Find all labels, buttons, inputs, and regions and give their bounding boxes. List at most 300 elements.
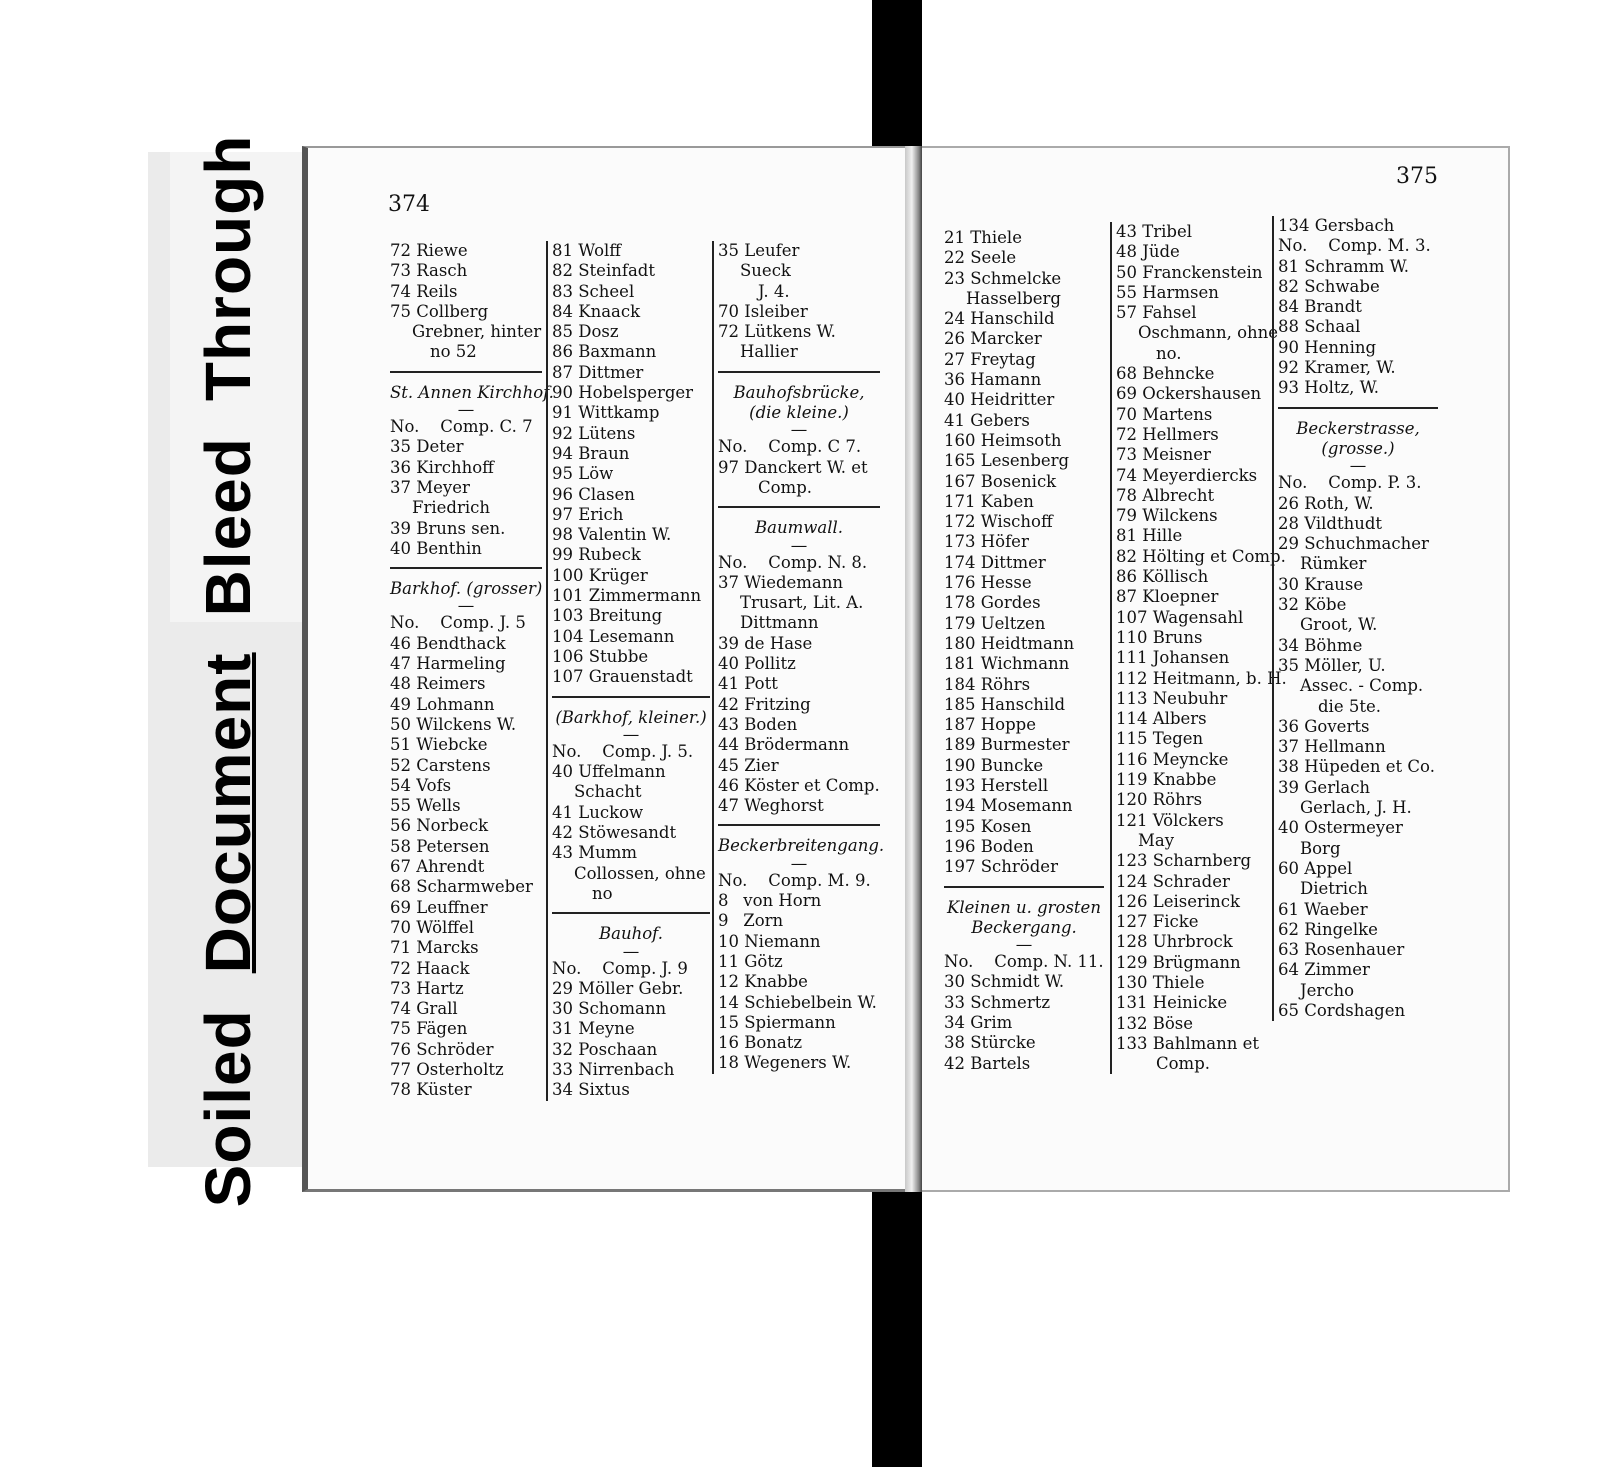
resident-name: Marcks xyxy=(411,938,479,958)
directory-entry xyxy=(390,654,542,674)
heading-dash: — xyxy=(622,724,640,744)
house-number: 69 xyxy=(390,897,411,917)
directory-entry xyxy=(1278,960,1438,980)
directory-entry xyxy=(1116,425,1274,445)
directory-entry xyxy=(718,932,880,952)
directory-entry xyxy=(390,674,542,694)
house-number: 82 xyxy=(1116,546,1137,566)
directory-entry xyxy=(944,370,1104,390)
house-number: 58 xyxy=(390,836,411,856)
street-heading: Bauhof. xyxy=(599,924,663,944)
house-number: 50 xyxy=(1116,262,1137,282)
house-number: 56 xyxy=(390,816,411,836)
heading-dash: — xyxy=(457,596,475,616)
house-number: 86 xyxy=(552,342,573,362)
directory-entry xyxy=(1278,378,1438,398)
resident-name: Lohmann xyxy=(411,694,495,714)
directory-entry xyxy=(390,261,542,281)
resident-name: Heitmann, b. H. xyxy=(1147,668,1287,688)
house-number: 9 xyxy=(718,911,729,931)
resident-name: Brandt xyxy=(1299,297,1362,317)
overlay-word-1: Soiled xyxy=(192,1009,264,1208)
section-rule xyxy=(944,886,1104,888)
house-number: 179 xyxy=(944,613,976,633)
directory-entry xyxy=(1116,729,1274,749)
house-number: 68 xyxy=(390,877,411,897)
house-number: 42 xyxy=(718,694,739,714)
entry-continuation: Comp. xyxy=(758,477,813,497)
directory-entry xyxy=(1278,717,1438,737)
resident-name: Lesemann xyxy=(583,626,675,646)
directory-entry xyxy=(390,282,542,302)
directory-entry xyxy=(552,647,710,667)
house-number: 113 xyxy=(1116,688,1148,708)
resident-name: Ahrendt xyxy=(411,857,485,877)
directory-entry xyxy=(1116,648,1274,668)
directory-entry xyxy=(1116,953,1274,973)
resident-name: Gebers xyxy=(965,410,1030,430)
company-line: No. Comp. J. 5 xyxy=(390,613,526,633)
directory-entry xyxy=(944,553,1104,573)
resident-name: Kaben xyxy=(975,491,1034,511)
directory-entry xyxy=(718,756,880,776)
entry-continuation: no. xyxy=(1156,343,1182,363)
resident-name: Vofs xyxy=(411,775,452,795)
resident-name: Stürcke xyxy=(965,1033,1036,1053)
directory-entry xyxy=(944,654,1104,674)
directory-entry xyxy=(552,505,710,525)
directory-entry xyxy=(552,586,710,606)
house-number: 47 xyxy=(718,796,739,816)
directory-entry xyxy=(944,857,1104,877)
house-number: 35 xyxy=(390,437,411,457)
company-line: No. Comp. N. 11. xyxy=(944,952,1104,972)
house-number: 32 xyxy=(1278,595,1299,615)
directory-entry xyxy=(1116,567,1274,587)
resident-name: Grim xyxy=(965,1012,1013,1032)
house-number: 129 xyxy=(1116,952,1148,972)
entry-continuation: no 52 xyxy=(430,342,477,362)
directory-entry xyxy=(552,363,710,383)
directory-entry xyxy=(1278,297,1438,317)
resident-name: Wagensahl xyxy=(1147,607,1244,627)
directory-entry xyxy=(390,1040,542,1060)
resident-name: Wilckens xyxy=(1137,506,1218,526)
resident-name: Tegen xyxy=(1147,729,1204,749)
directory-entry xyxy=(1116,750,1274,770)
resident-name: Schmidt W. xyxy=(965,972,1065,992)
entry-continuation: Groot, W. xyxy=(1300,615,1378,635)
resident-name: Hanschild xyxy=(965,309,1055,329)
directory-entry xyxy=(390,302,542,322)
resident-name: Lesenberg xyxy=(975,451,1070,471)
directory-entry xyxy=(390,1080,542,1100)
resident-name: Henning xyxy=(1299,337,1377,357)
house-number: 28 xyxy=(1278,513,1299,533)
resident-name: Hamann xyxy=(965,370,1042,390)
resident-name: Weghorst xyxy=(739,796,824,816)
house-number: 160 xyxy=(944,430,976,450)
directory-entry xyxy=(390,735,542,755)
house-number: 22 xyxy=(944,248,965,268)
resident-name: Kosen xyxy=(975,816,1032,836)
resident-name: Burmester xyxy=(975,735,1070,755)
house-number: 21 xyxy=(944,228,965,247)
resident-name: Leiserinck xyxy=(1147,891,1241,911)
directory-entry xyxy=(1116,872,1274,892)
overlay-label xyxy=(191,99,265,1208)
directory-entry xyxy=(552,979,710,999)
house-number: 14 xyxy=(718,992,739,1012)
house-number: 93 xyxy=(1278,378,1299,398)
resident-name: Knaack xyxy=(573,301,641,321)
house-number: 97 xyxy=(718,457,739,477)
directory-entry xyxy=(552,485,710,505)
house-number: 82 xyxy=(1278,276,1299,296)
directory-entry xyxy=(552,667,710,687)
house-number: 39 xyxy=(390,518,411,538)
directory-entry xyxy=(944,329,1104,349)
house-number: 43 xyxy=(552,843,573,863)
directory-entry xyxy=(718,634,880,654)
directory-entry xyxy=(944,390,1104,410)
house-number: 120 xyxy=(1116,790,1148,810)
directory-entry xyxy=(718,715,880,735)
left-column-3 xyxy=(712,241,885,1074)
house-number: 63 xyxy=(1278,940,1299,960)
resident-name: Möller, U. xyxy=(1299,655,1386,675)
heading-dash: — xyxy=(622,941,640,961)
house-number: 81 xyxy=(1116,526,1137,546)
resident-name: Schrader xyxy=(1147,871,1230,891)
directory-entry xyxy=(552,627,710,647)
resident-name: Gersbach xyxy=(1309,216,1395,235)
resident-name: Hölting et Comp. xyxy=(1137,546,1286,566)
resident-name: Kirchhoff xyxy=(411,457,494,477)
resident-name: Köster et Comp. xyxy=(739,775,880,795)
resident-name: Thiele xyxy=(1147,972,1205,992)
resident-name: Ueltzen xyxy=(975,613,1046,633)
house-number: 195 xyxy=(944,816,976,836)
heading-dash: — xyxy=(790,535,808,555)
house-number: 84 xyxy=(1278,297,1299,317)
house-number: 69 xyxy=(1116,384,1137,404)
resident-name: Haack xyxy=(411,958,470,978)
directory-entry xyxy=(390,776,542,796)
resident-name: Wischoff xyxy=(975,512,1053,532)
house-number: 92 xyxy=(1278,358,1299,378)
entry-continuation: Oschmann, ohne xyxy=(1138,323,1279,343)
resident-name: Vildthudt xyxy=(1299,513,1383,533)
house-number: 130 xyxy=(1116,972,1148,992)
resident-name: Uhrbrock xyxy=(1147,932,1233,952)
resident-name: Martens xyxy=(1137,404,1213,424)
resident-name: Wilckens W. xyxy=(411,714,517,734)
directory-entry xyxy=(1116,790,1274,810)
resident-name: de Hase xyxy=(739,633,813,653)
directory-entry xyxy=(718,241,880,261)
resident-name: Fahsel xyxy=(1137,303,1197,323)
resident-name: Zimmer xyxy=(1299,960,1370,980)
resident-name: Bahlmann et xyxy=(1147,1033,1259,1053)
section-rule xyxy=(552,696,710,698)
entry-continuation: die 5te. xyxy=(1318,696,1381,716)
house-number: 34 xyxy=(552,1080,573,1100)
entry-continuation: Friedrich xyxy=(412,498,490,518)
directory-entry xyxy=(944,735,1104,755)
directory-entry xyxy=(944,492,1104,512)
directory-entry xyxy=(1116,689,1274,709)
directory-entry xyxy=(1116,851,1274,871)
house-number: 171 xyxy=(944,491,976,511)
house-number: 55 xyxy=(1116,282,1137,302)
book-gutter xyxy=(905,146,922,1192)
directory-entry xyxy=(944,573,1104,593)
directory-entry xyxy=(1116,364,1274,384)
resident-name: Meyer xyxy=(411,477,470,497)
directory-entry xyxy=(1116,587,1274,607)
directory-entry xyxy=(718,1013,880,1033)
house-number: 41 xyxy=(718,674,739,694)
directory-entry xyxy=(390,938,542,958)
section-rule xyxy=(390,371,542,373)
house-number: 74 xyxy=(1116,465,1137,485)
house-number: 18 xyxy=(718,1053,739,1073)
street-heading: (Barkhof, kleiner.) xyxy=(555,707,707,727)
entry-continuation: Gerlach, J. H. xyxy=(1300,798,1412,818)
directory-entry xyxy=(718,972,880,992)
resident-name: Hartz xyxy=(411,978,464,998)
house-number: 190 xyxy=(944,755,976,775)
section-rule xyxy=(718,506,880,508)
resident-name: Appel xyxy=(1299,858,1353,878)
house-number: 43 xyxy=(718,714,739,734)
directory-entry xyxy=(390,816,542,836)
house-number: 34 xyxy=(944,1012,965,1032)
directory-entry xyxy=(552,843,710,863)
directory-entry xyxy=(1116,770,1274,790)
resident-name: Herstell xyxy=(975,776,1049,796)
house-number: 40 xyxy=(1278,818,1299,838)
house-number: 15 xyxy=(718,1012,739,1032)
entry-continuation: Jercho xyxy=(1300,980,1355,1000)
resident-name: Böhme xyxy=(1299,635,1363,655)
resident-name: Meyne xyxy=(573,1019,635,1039)
house-number: 71 xyxy=(390,938,411,958)
directory-entry xyxy=(944,431,1104,451)
resident-name: Schmelcke xyxy=(965,268,1062,288)
resident-name: Scheel xyxy=(573,281,635,301)
resident-name: Höfer xyxy=(975,532,1029,552)
directory-entry xyxy=(944,411,1104,431)
house-number: 52 xyxy=(390,755,411,775)
directory-entry xyxy=(390,458,542,478)
resident-name: Hesse xyxy=(975,573,1032,593)
house-number: 184 xyxy=(944,674,976,694)
house-number: 26 xyxy=(1278,493,1299,513)
directory-entry xyxy=(390,1060,542,1080)
resident-name: Spiermann xyxy=(739,1012,836,1032)
directory-entry xyxy=(718,573,880,593)
directory-entry xyxy=(944,776,1104,796)
resident-name: Boden xyxy=(739,714,798,734)
house-number: 72 xyxy=(390,958,411,978)
directory-entry xyxy=(944,269,1104,289)
directory-entry xyxy=(1116,303,1274,323)
street-heading: Barkhof. (grosser) xyxy=(390,579,543,599)
resident-name: Hüpeden et Co. xyxy=(1299,757,1435,777)
house-number: 106 xyxy=(552,646,584,666)
resident-name: Scharmweber xyxy=(411,877,533,897)
resident-name: Schröder xyxy=(975,857,1058,877)
resident-name: Leufer xyxy=(739,241,800,260)
directory-entry xyxy=(944,451,1104,471)
company-line: No. Comp. M. 9. xyxy=(718,870,871,890)
directory-entry xyxy=(1116,892,1274,912)
resident-name: Reils xyxy=(411,281,458,301)
heading-dash: — xyxy=(457,400,475,420)
overlay-word-2: Document xyxy=(192,652,264,974)
resident-name: Leuffner xyxy=(411,897,488,917)
house-number: 39 xyxy=(718,633,739,653)
spine-band-bottom xyxy=(872,1188,922,1467)
resident-name: Böse xyxy=(1147,1013,1194,1033)
entry-continuation: Schacht xyxy=(574,782,642,802)
directory-entry xyxy=(390,796,542,816)
house-number: 78 xyxy=(390,1080,411,1100)
resident-name: Stubbe xyxy=(583,646,649,666)
resident-name: Zier xyxy=(739,755,779,775)
spine-band-top xyxy=(872,0,922,162)
house-number: 133 xyxy=(1116,1033,1148,1053)
street-heading: Beckerstrasse, xyxy=(1296,418,1420,438)
directory-entry xyxy=(552,1019,710,1039)
resident-name: Schuchmacher xyxy=(1299,534,1429,554)
directory-entry xyxy=(718,993,880,1013)
house-number: 73 xyxy=(1116,445,1137,465)
resident-name: Grauenstadt xyxy=(583,667,693,687)
heading-dash: — xyxy=(1015,935,1033,955)
resident-name: Norbeck xyxy=(411,816,489,836)
house-number: 67 xyxy=(390,857,411,877)
directory-entry xyxy=(1278,636,1438,656)
house-number: 85 xyxy=(552,322,573,342)
directory-entry xyxy=(390,756,542,776)
directory-entry xyxy=(390,539,542,559)
resident-name: von Horn xyxy=(738,891,822,911)
house-number: 193 xyxy=(944,776,976,796)
directory-entry xyxy=(1278,494,1438,514)
resident-name: Dosz xyxy=(573,322,619,342)
resident-name: Krüger xyxy=(583,565,648,585)
company-line: No. Comp. J. 5. xyxy=(552,741,694,761)
directory-entry xyxy=(1116,384,1274,404)
directory-entry xyxy=(390,898,542,918)
resident-name: Wölffel xyxy=(411,917,475,937)
resident-name: Röhrs xyxy=(1147,790,1203,810)
house-number: 72 xyxy=(390,241,411,260)
entry-continuation: Comp. xyxy=(1156,1054,1211,1074)
directory-entry xyxy=(1278,737,1438,757)
house-number: 112 xyxy=(1116,668,1148,688)
resident-name: Pott xyxy=(739,674,778,694)
house-number: 103 xyxy=(552,606,584,626)
company-line: No. Comp. C 7. xyxy=(718,437,862,457)
resident-name: Luckow xyxy=(573,802,644,822)
house-number: 83 xyxy=(552,281,573,301)
directory-entry xyxy=(1116,811,1274,831)
resident-name: Lütkens W. xyxy=(739,322,836,342)
directory-entry xyxy=(944,532,1104,552)
directory-entry xyxy=(552,383,710,403)
directory-entry xyxy=(944,1033,1104,1053)
directory-entry xyxy=(1116,993,1274,1013)
house-number: 23 xyxy=(944,268,965,288)
directory-entry xyxy=(1116,466,1274,486)
directory-entry xyxy=(552,1040,710,1060)
house-number: 43 xyxy=(1116,222,1137,241)
directory-entry xyxy=(718,654,880,674)
resident-name: Heinicke xyxy=(1147,993,1228,1013)
house-number: 50 xyxy=(390,714,411,734)
house-number: 64 xyxy=(1278,960,1299,980)
directory-entry xyxy=(552,1080,710,1100)
directory-entry xyxy=(718,322,880,342)
section-rule xyxy=(390,567,542,569)
house-number: 55 xyxy=(390,796,411,816)
house-number: 37 xyxy=(1278,737,1299,757)
directory-entry xyxy=(1116,1034,1274,1054)
resident-name: Nirrenbach xyxy=(573,1059,675,1079)
house-number: 70 xyxy=(1116,404,1137,424)
resident-name: Ringelke xyxy=(1299,919,1378,939)
directory-entry xyxy=(1278,778,1438,798)
house-number: 181 xyxy=(944,654,976,674)
house-number: 29 xyxy=(552,978,573,998)
resident-name: Meyerdiercks xyxy=(1137,465,1258,485)
house-number: 61 xyxy=(1278,899,1299,919)
house-number: 30 xyxy=(944,972,965,992)
resident-name: Brügmann xyxy=(1147,952,1241,972)
directory-entry xyxy=(552,261,710,281)
house-number: 40 xyxy=(552,762,573,782)
house-number: 94 xyxy=(552,443,573,463)
resident-name: Albers xyxy=(1147,709,1207,729)
house-number: 73 xyxy=(390,978,411,998)
company-line: No. Comp. N. 8. xyxy=(718,552,868,572)
left-column-1 xyxy=(390,241,554,1101)
directory-entry xyxy=(552,322,710,342)
resident-name: Niemann xyxy=(739,931,821,951)
house-number: 180 xyxy=(944,633,976,653)
street-heading: Beckergang. xyxy=(971,917,1077,937)
resident-name: Hoppe xyxy=(975,715,1036,735)
overlay-word-4: Through xyxy=(192,134,264,402)
house-number: 97 xyxy=(552,504,573,524)
directory-entry xyxy=(1278,338,1438,358)
house-number: 84 xyxy=(552,301,573,321)
directory-entry xyxy=(390,877,542,897)
house-number: 37 xyxy=(390,477,411,497)
resident-name: Baxmann xyxy=(573,342,657,362)
directory-entry xyxy=(1116,546,1286,567)
resident-name: Jüde xyxy=(1137,242,1180,262)
house-number: 82 xyxy=(552,261,573,281)
directory-entry xyxy=(944,614,1104,634)
resident-name: Schomann xyxy=(573,999,667,1019)
resident-name: Dittmer xyxy=(975,552,1046,572)
directory-entry xyxy=(1278,216,1438,236)
